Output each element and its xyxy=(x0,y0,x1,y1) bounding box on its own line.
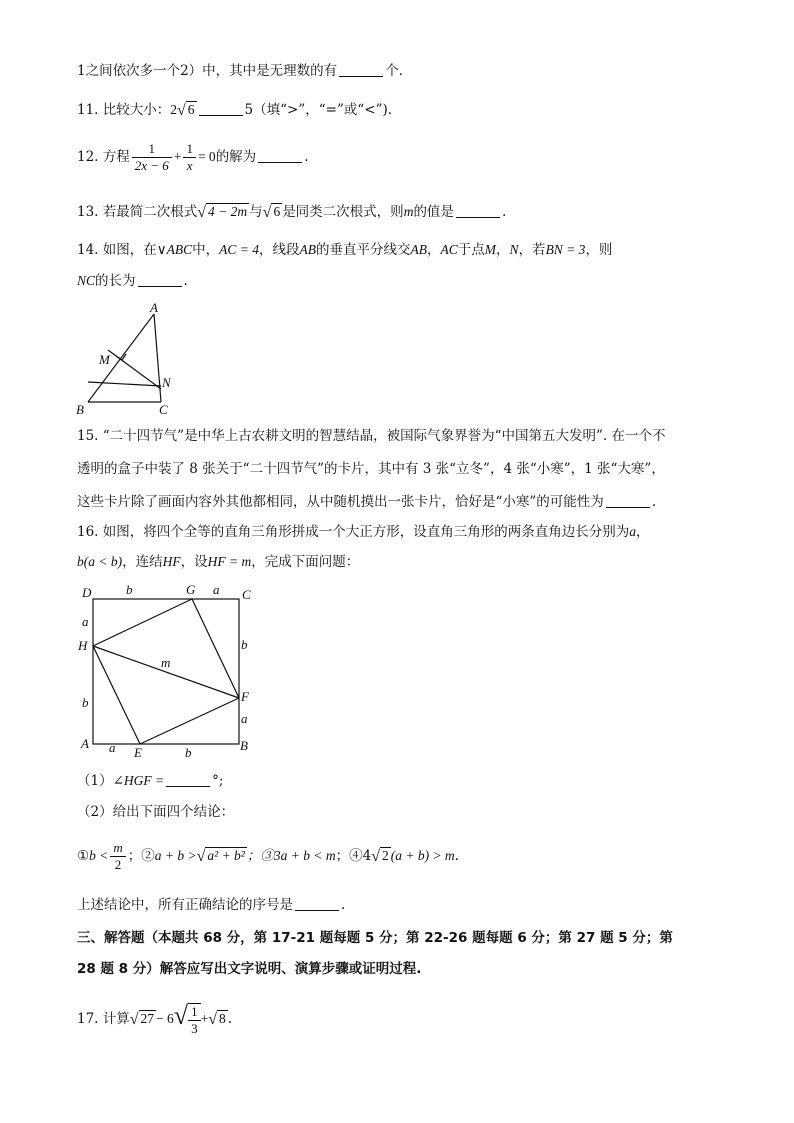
question-14-line1: 14. 如图，在∨ABC中，AC = 4，线段AB的垂直平分线交AB，AC于点M，N，若BN = 3，则 xyxy=(77,242,613,258)
answer-blank[interactable] xyxy=(138,273,182,287)
label-a-top: a xyxy=(213,582,220,597)
answer-blank[interactable] xyxy=(295,897,339,911)
label-g: G xyxy=(186,582,196,597)
question-16-line1: 16. 如图，将四个全等的直角三角形拼成一个大正方形，设直角三角形的两条直角边长分别为a， xyxy=(77,524,650,540)
sqrt-6: √ 6 xyxy=(177,102,195,119)
sqrt-6: √ 6 xyxy=(262,204,281,221)
question-16-conclusions: ①b < $\frac{m}{2}$ ；②a + b >√ a² + b² ；③3a + b < m；④4√ 2 (a + b) > m. xyxy=(77,838,459,875)
question-15-line3: 这些卡片除了画面内容外其他都相同，从中随机摸出一张卡片，恰好是“小寒”的可能性为 . xyxy=(77,494,657,510)
fraction-1: $\frac{1}{2x - 6}$ xyxy=(132,141,172,174)
square-figure xyxy=(74,580,264,760)
q10-tail: 1之间依次多一个2）中，其中是无理数的有 个． xyxy=(77,63,413,79)
label-e: E xyxy=(134,745,142,760)
label-b-left: b xyxy=(82,695,89,710)
label-b-top: b xyxy=(126,582,133,597)
label-b: B xyxy=(76,402,84,417)
side-ab xyxy=(88,314,154,402)
question-14-line2: NC的长为 . xyxy=(77,273,188,289)
fraction-2: $\frac{1}{x}$ xyxy=(183,141,196,174)
fraction-m-over-2: $\frac{m}{2}$ xyxy=(110,840,125,873)
label-c: C xyxy=(159,402,168,417)
label-h: H xyxy=(78,638,88,653)
question-16-part1: （1）∠HGF = °; xyxy=(77,773,224,789)
label-f: F xyxy=(241,689,249,704)
label-a-right: a xyxy=(241,711,248,726)
question-16-conclusion: 上述结论中，所有正确结论的序号是 . xyxy=(77,897,346,913)
sqrt-27: √ 27 xyxy=(129,1011,155,1028)
label-m: m xyxy=(161,655,171,670)
label-d: D xyxy=(82,585,92,600)
sqrt-8: √ 8 xyxy=(208,1011,226,1028)
sqrt-2: √ 2 xyxy=(371,848,389,865)
answer-blank[interactable] xyxy=(258,149,302,163)
answer-blank[interactable] xyxy=(456,204,500,218)
label-b-bottom: b xyxy=(185,745,192,760)
label-a-left: a xyxy=(82,614,89,629)
answer-blank[interactable] xyxy=(339,63,383,77)
question-16-part2: （2）给出下面四个结论： xyxy=(77,804,235,820)
label-b-right: b xyxy=(241,637,248,652)
question-13: 13. 若最简二次根式√ 4 − 2m 与√ 6 是同类二次根式，则m的值是 . xyxy=(77,204,507,221)
label-n: N xyxy=(162,375,171,390)
question-17: 17. 计算√ 27 − 6√ $\frac{1}{3}$ +√ 8 . xyxy=(77,998,232,1038)
question-11: 11. 比较大小：2√ 6 5（填“>”，“=”或“<”). xyxy=(77,102,393,119)
question-12: 12. 方程 $\frac{1}{2x - 6}$ + $\frac{1}{x}$ = 0的解为 . xyxy=(77,141,309,173)
sqrt-a2-b2: √ a² + b² xyxy=(196,848,245,865)
section-3-heading-line1: 三、解答题（本题共 68 分，第 17-21 题每题 5 分；第 22-26 题每题 6 分；第 27 题 5 分；第 xyxy=(77,930,673,946)
answer-blank[interactable] xyxy=(166,773,210,787)
segment-hf xyxy=(93,646,239,698)
question-15-line2: 透明的盒子中装了 8 张关于“二十四节气”的卡片，其中有 3 张“立冬”，4 张“小寒”，1 张“大寒”， xyxy=(77,461,665,477)
label-m: M xyxy=(99,352,110,367)
label-a: A xyxy=(150,300,158,315)
label-a-corner: A xyxy=(81,736,89,751)
sqrt-4-2m: √ 4 − 2m xyxy=(197,204,248,221)
label-b-corner: B xyxy=(240,738,248,753)
question-15-line1: 15. “二十四节气”是中华上古农耕文明的智慧结晶，被国际气象界誉为“中国第五大发明”. 在一个不 xyxy=(77,428,666,444)
answer-blank[interactable] xyxy=(199,102,243,116)
line-bn xyxy=(88,382,161,386)
section-3-heading-line2: 28 题 8 分）解答应写出文字说明、演算步骤或证明过程. xyxy=(77,961,422,977)
answer-blank[interactable] xyxy=(606,494,650,508)
sqrt-one-third: √ $\frac{1}{3}$ xyxy=(174,998,201,1037)
label-c: C xyxy=(242,587,251,602)
question-16-line2: b(a < b)，连结HF，设HF = m，完成下面问题： xyxy=(77,554,360,570)
triangle-figure xyxy=(70,298,190,418)
label-a-bottom: a xyxy=(109,740,116,755)
